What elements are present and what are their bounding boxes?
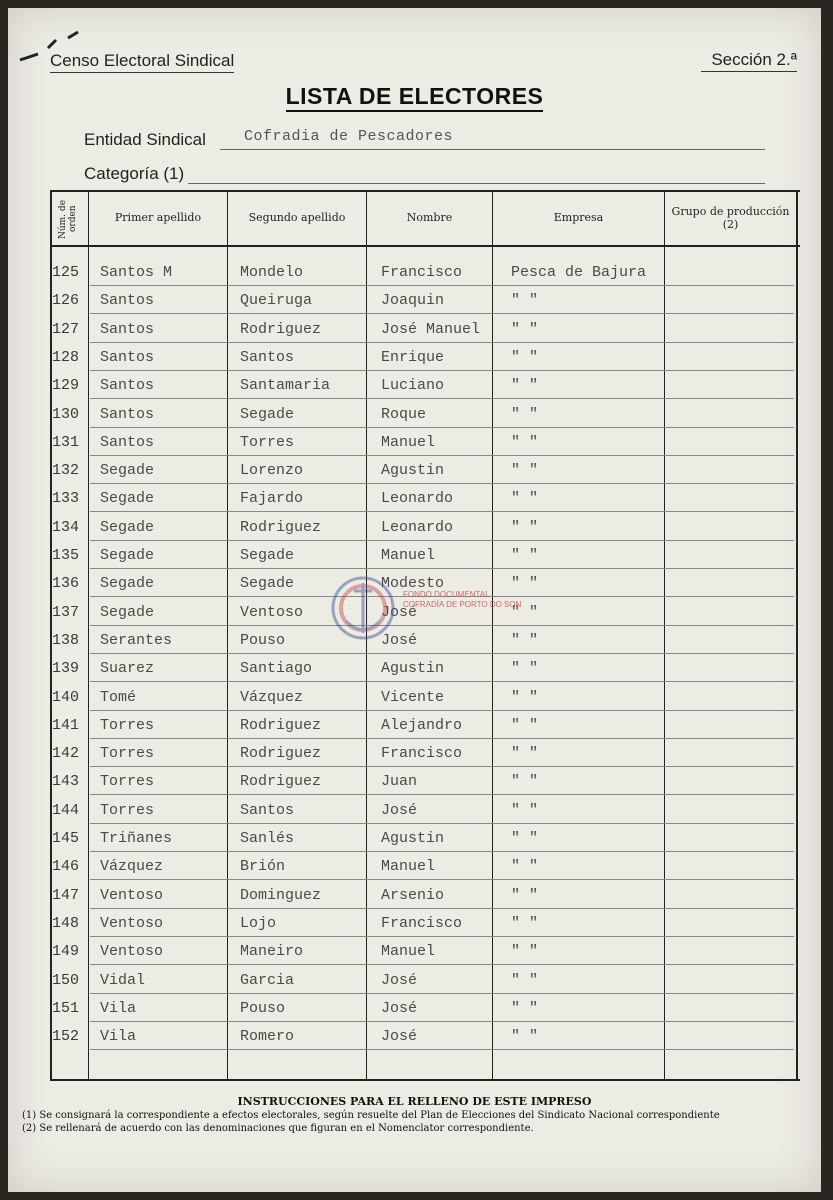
segundo-apellido: Santamaria — [240, 377, 331, 395]
empresa: Pesca de Bajura — [511, 264, 647, 281]
col-header-empresa: Empresa — [553, 211, 604, 224]
row-rule — [90, 766, 794, 767]
row-rule — [90, 794, 794, 795]
nombre: José — [381, 631, 418, 649]
nombre: Juan — [381, 773, 418, 791]
row-rule — [90, 427, 794, 428]
segundo-apellido: Lorenzo — [240, 462, 304, 480]
row-rule — [90, 568, 794, 569]
empresa: " " — [511, 377, 539, 395]
empresa: " " — [511, 433, 539, 451]
segundo-apellido: Pouso — [240, 631, 286, 649]
row-rule — [90, 342, 794, 343]
document-title: LISTA DE ELECTORES — [8, 83, 821, 110]
empresa: " " — [511, 999, 539, 1017]
row-number: 145 — [52, 830, 80, 847]
empresa: " " — [511, 348, 539, 366]
segundo-apellido: Fajardo — [240, 490, 304, 508]
nombre: Leonardo — [381, 490, 454, 508]
segundo-apellido: Torres — [240, 433, 295, 451]
segundo-apellido: Santos — [240, 348, 295, 366]
empresa: " " — [511, 603, 539, 621]
row-rule — [90, 823, 794, 824]
empresa: " " — [511, 858, 539, 876]
row-number: 146 — [52, 858, 80, 876]
empresa: " " — [511, 1028, 539, 1046]
row-rule — [90, 625, 794, 626]
entidad-field — [84, 130, 206, 150]
nombre: José — [381, 603, 418, 621]
nombre: Agustin — [381, 830, 445, 847]
col-header-nombre: Nombre — [406, 211, 453, 224]
segundo-apellido: Santos — [240, 801, 295, 819]
row-number: 138 — [52, 631, 80, 649]
instruction-2: (2) Se rellenará de acuerdo con las denominaciones que figuran en el Nomenclator correspondiente. — [22, 1123, 534, 1134]
primer-apellido: Segade — [100, 490, 155, 508]
primer-apellido: Santos — [100, 348, 155, 366]
row-rule — [90, 370, 794, 371]
segundo-apellido: Lojo — [240, 914, 277, 932]
primer-apellido: Vila — [100, 1028, 137, 1046]
primer-apellido: Santos — [100, 377, 155, 395]
primer-apellido: Segade — [100, 462, 155, 480]
row-number: 128 — [52, 348, 80, 366]
row-number: 152 — [52, 1028, 80, 1046]
col-border-5 — [664, 190, 665, 1081]
instructions-title: INSTRUCCIONES PARA EL RELLENO DE ESTE IMPRESO — [237, 1095, 592, 1108]
document-sheet — [8, 8, 821, 1192]
row-rule — [90, 964, 794, 965]
nombre: José — [381, 971, 418, 989]
col-border-2 — [227, 190, 228, 1081]
col-header-num: Núm. de orden — [58, 199, 78, 239]
row-number: 139 — [52, 660, 80, 678]
segundo-apellido: Dominguez — [240, 886, 322, 904]
empresa: " " — [511, 745, 539, 763]
empresa: " " — [511, 631, 539, 649]
primer-apellido: Torres — [100, 801, 155, 819]
segundo-apellido: Sanlés — [240, 830, 295, 847]
segundo-apellido: Garcia — [240, 971, 295, 989]
row-number: 144 — [52, 801, 80, 819]
empresa: " " — [511, 660, 539, 678]
row-number: 135 — [52, 547, 80, 564]
primer-apellido: Suarez — [100, 660, 155, 678]
primer-apellido: Torres — [100, 773, 155, 791]
primer-apellido: Torres — [100, 745, 155, 763]
segundo-apellido: Pouso — [240, 999, 286, 1017]
row-number: 150 — [52, 971, 80, 989]
segundo-apellido: Segade — [240, 575, 295, 593]
empresa: " " — [511, 773, 539, 791]
primer-apellido: Vidal — [100, 971, 146, 989]
empresa: " " — [511, 943, 539, 961]
nombre: Francisco — [381, 914, 463, 932]
row-rule — [90, 710, 794, 711]
primer-apellido: Santos — [100, 320, 155, 338]
segundo-apellido: Romero — [240, 1028, 295, 1046]
segundo-apellido: Rodriguez — [240, 745, 322, 763]
nombre: José — [381, 999, 418, 1017]
stamp-text: FONDO DOCUMENTAL COFRADÍA DE PORTO DO SON — [403, 590, 522, 609]
row-rule — [90, 1021, 794, 1022]
row-number: 133 — [52, 490, 80, 508]
row-rule — [90, 511, 794, 512]
row-rule — [90, 455, 794, 456]
table-bottom-border — [50, 1079, 800, 1081]
table-top-border — [50, 190, 800, 192]
census-header: Censo Electoral Sindical — [50, 51, 234, 73]
primer-apellido: Segade — [100, 547, 155, 564]
row-rule — [90, 936, 794, 937]
empresa: " " — [511, 688, 539, 706]
row-rule — [90, 398, 794, 399]
row-rule — [90, 681, 794, 682]
col-border-1 — [88, 190, 89, 1081]
segundo-apellido: Segade — [240, 405, 295, 423]
nombre: Joaquin — [381, 292, 445, 310]
categoria-field — [84, 164, 184, 184]
empresa: " " — [511, 830, 539, 847]
entidad-label: Entidad Sindical — [84, 130, 206, 149]
col-header-grupo: Grupo de producción (2) — [671, 205, 790, 231]
row-rule — [90, 993, 794, 994]
nombre: Manuel — [381, 858, 436, 876]
primer-apellido: Ventoso — [100, 914, 164, 932]
nombre: Manuel — [381, 433, 436, 451]
primer-apellido: Santos M — [100, 264, 173, 281]
anchor-stamp-icon — [318, 563, 408, 653]
categoria-underline — [188, 183, 765, 184]
nombre: José — [381, 1028, 418, 1046]
primer-apellido: Vázquez — [100, 858, 164, 876]
primer-apellido: Santos — [100, 433, 155, 451]
segundo-apellido: Queiruga — [240, 292, 313, 310]
segundo-apellido: Rodriguez — [240, 716, 322, 734]
row-number: 136 — [52, 575, 80, 593]
entidad-underline — [220, 149, 765, 150]
segundo-apellido: Rodriguez — [240, 773, 322, 791]
row-number: 149 — [52, 943, 80, 961]
entidad-value: Cofradia de Pescadores — [244, 128, 454, 145]
row-rule — [90, 851, 794, 852]
nombre: Francisco — [381, 745, 463, 763]
empresa: " " — [511, 490, 539, 508]
row-rule — [90, 285, 794, 286]
segundo-apellido: Mondelo — [240, 264, 304, 281]
row-number: 140 — [52, 688, 80, 706]
empresa: " " — [511, 886, 539, 904]
row-number: 126 — [52, 292, 80, 310]
primer-apellido: Segade — [100, 603, 155, 621]
nombre: Arsenio — [381, 886, 445, 904]
primer-apellido: Ventoso — [100, 886, 164, 904]
segundo-apellido: Vázquez — [240, 688, 304, 706]
row-number: 147 — [52, 886, 80, 904]
empresa: " " — [511, 716, 539, 734]
segundo-apellido: Segade — [240, 547, 295, 564]
primer-apellido: Serantes — [100, 631, 173, 649]
segundo-apellido: Maneiro — [240, 943, 304, 961]
primer-apellido: Segade — [100, 518, 155, 536]
empresa: " " — [511, 462, 539, 480]
header-bottom-border — [50, 245, 800, 247]
row-rule — [90, 908, 794, 909]
empresa: " " — [511, 801, 539, 819]
nombre: Roque — [381, 405, 427, 423]
col-header-primer: Primer apellido — [114, 211, 202, 224]
instruction-1: (1) Se consignará la correspondiente a efectos electorales, según resuelte del Plan de Elecciones del Sindicato Nacional correspondiente — [22, 1110, 720, 1121]
primer-apellido: Torres — [100, 716, 155, 734]
row-number: 131 — [52, 433, 80, 451]
nombre: Leonardo — [381, 518, 454, 536]
segundo-apellido: Rodriguez — [240, 518, 322, 536]
row-rule — [90, 653, 794, 654]
empresa: " " — [511, 405, 539, 423]
empresa: " " — [511, 971, 539, 989]
section-label: Sección 2.ª — [701, 50, 797, 72]
nombre: Manuel — [381, 547, 436, 564]
nombre: Francisco — [381, 264, 463, 281]
row-number: 137 — [52, 603, 80, 621]
row-number: 134 — [52, 518, 80, 536]
row-rule — [90, 879, 794, 880]
nombre: Alejandro — [381, 716, 463, 734]
row-rule — [90, 483, 794, 484]
row-number: 143 — [52, 773, 80, 791]
empresa: " " — [511, 547, 539, 564]
nombre: José Manuel — [381, 320, 481, 338]
row-number: 151 — [52, 999, 80, 1017]
segundo-apellido: Brión — [240, 858, 286, 876]
row-rule — [90, 1049, 794, 1050]
primer-apellido: Ventoso — [100, 943, 164, 961]
col-header-segundo: Segundo apellido — [248, 211, 346, 224]
nombre: Luciano — [381, 377, 445, 395]
empresa: " " — [511, 575, 539, 593]
row-number: 129 — [52, 377, 80, 395]
row-rule — [90, 738, 794, 739]
primer-apellido: Santos — [100, 405, 155, 423]
empresa: " " — [511, 518, 539, 536]
row-number: 127 — [52, 320, 80, 338]
categoria-label: Categoría (1) — [84, 164, 185, 183]
row-number: 148 — [52, 914, 80, 932]
primer-apellido: Segade — [100, 575, 155, 593]
primer-apellido: Tomé — [100, 688, 137, 706]
primer-apellido: Santos — [100, 292, 155, 310]
row-number: 132 — [52, 462, 80, 480]
nombre: Vicente — [381, 688, 445, 706]
nombre: Agustin — [381, 660, 445, 678]
primer-apellido: Vila — [100, 999, 137, 1017]
nombre: Modesto — [381, 575, 445, 593]
segundo-apellido: Ventoso — [240, 603, 304, 621]
row-number: 142 — [52, 745, 80, 763]
row-rule — [90, 540, 794, 541]
row-number: 125 — [52, 264, 80, 281]
nombre: José — [381, 801, 418, 819]
row-number: 130 — [52, 405, 80, 423]
segundo-apellido: Santiago — [240, 660, 313, 678]
nombre: Agustin — [381, 462, 445, 480]
col-border-4 — [492, 190, 493, 1081]
empresa: " " — [511, 914, 539, 932]
nombre: Manuel — [381, 943, 436, 961]
empresa: " " — [511, 292, 539, 310]
segundo-apellido: Rodriguez — [240, 320, 322, 338]
empresa: " " — [511, 320, 539, 338]
nombre: Enrique — [381, 348, 445, 366]
row-rule — [90, 313, 794, 314]
primer-apellido: Triñanes — [100, 830, 173, 847]
row-number: 141 — [52, 716, 80, 734]
col-border-6 — [796, 190, 798, 1081]
